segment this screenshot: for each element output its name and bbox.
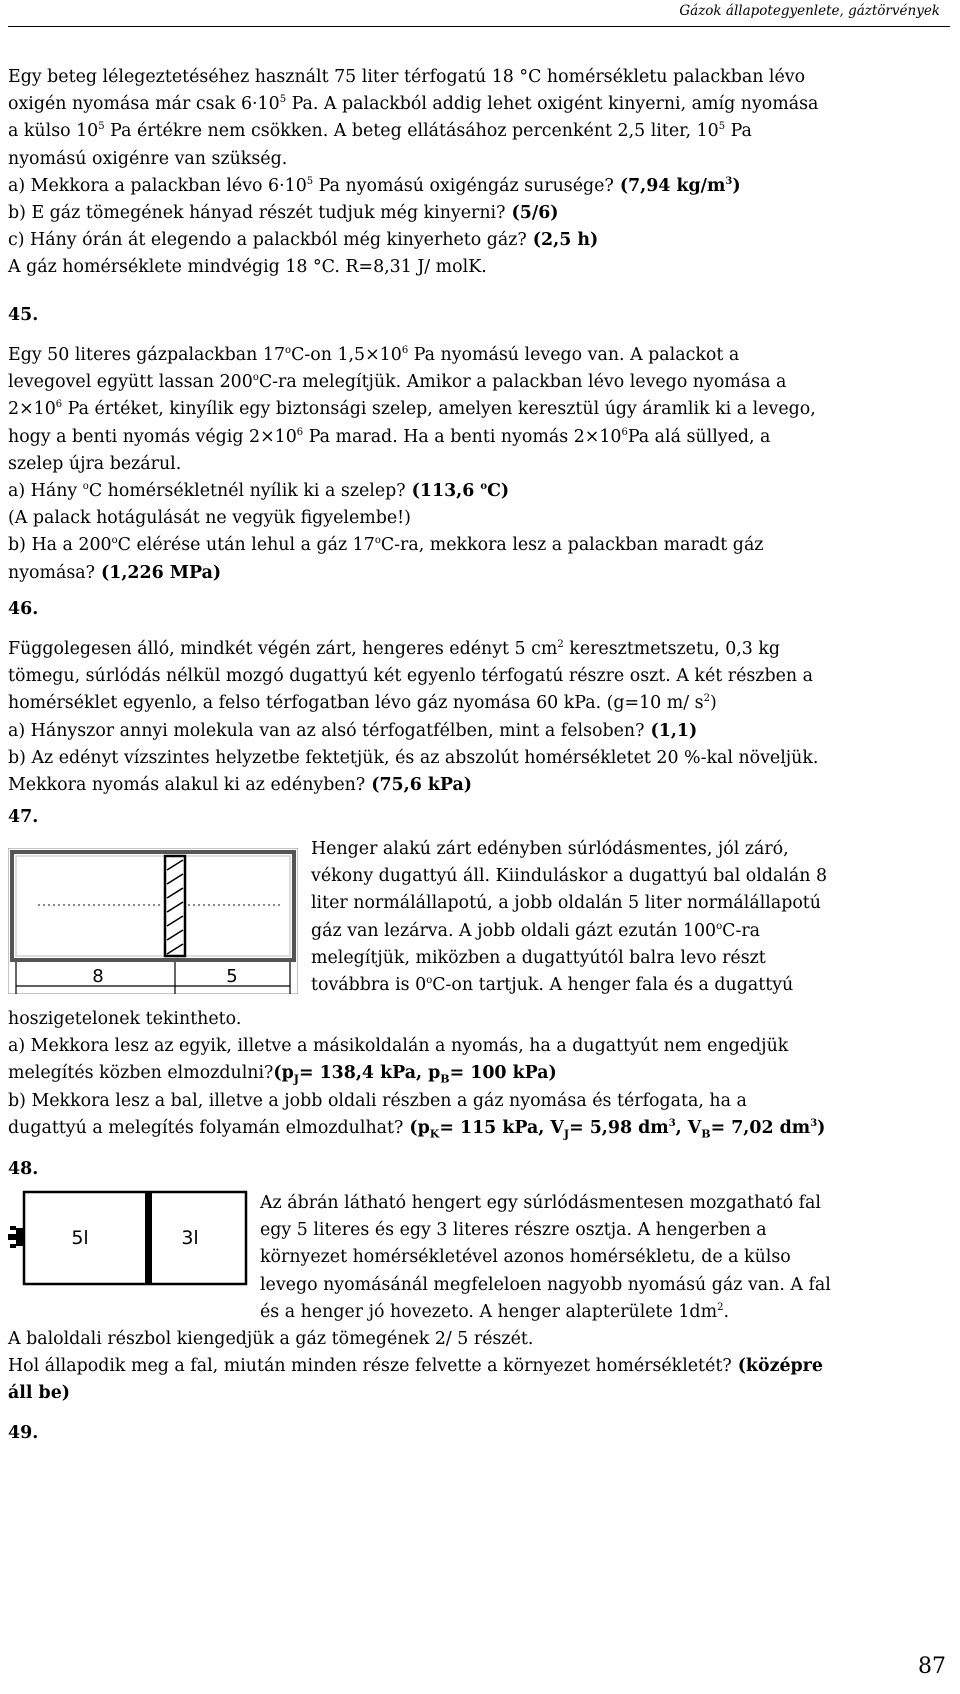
figure-frame — [8, 848, 298, 994]
problem-46-question-b: b) Az edényt vízszintes helyzetbe fektetjük, és az abszolút homérsékletet 20 %-kal növeljük. — [8, 747, 819, 768]
problem-number: 46. — [8, 599, 39, 619]
problem-46-line-2: tömegu, súrlódás nélkül mozgó dugattyú két egyenlo térfogatú részre oszt. A két részben a — [8, 666, 813, 687]
left-volume-label: 8 — [92, 966, 104, 987]
problem-44-question-a: a) Mekkora a palackban lévo $6\cdot 10^5$ Pa nyomású oxigéngáz surusége? (7,94 $kg/m^3$) — [8, 175, 741, 196]
problem-46-question-a: a) Hányszor annyi molekula van az alsó térfogatfélben, mint a felsoben? (1,1) — [8, 720, 698, 741]
piston — [165, 856, 185, 956]
movable-wall — [145, 1192, 152, 1284]
problem-44-note: A gáz homérséklete mindvégig 18 °C. R=8,31 J/ molK. — [8, 257, 487, 278]
problem-number: 49. — [8, 1423, 39, 1443]
problem-45-line-4: hogy a benti nyomás végig $2\times 10^6$ Pa marad. Ha a benti nyomás $2\times 10^6Pa$ alá süllyed, a — [8, 426, 771, 447]
problem-44-question-b: b) E gáz tömegének hányad részét tudjuk még kinyerni? (5/6) — [8, 203, 559, 224]
problem-48-question: Hol állapodik meg a fal, miután minden része felvette a környezet homérsékletét? (középre — [8, 1356, 823, 1377]
problem-45-question-a: a) Hány $^o$C homérsékletnél nyílik ki a szelep? (113,6 $^o$C) — [8, 481, 510, 502]
problem-46-block — [8, 636, 918, 799]
problem-44-block — [8, 64, 918, 282]
page-number: 87 — [918, 1654, 946, 1679]
problem-45-line-5: szelep újra bezárul. — [8, 453, 182, 474]
problem-45-line-2: levegovel együtt lassan 200$^o$C-ra melegítjük. Amikor a palackban lévo levego nyomása a — [8, 372, 787, 393]
valve-icon — [8, 1226, 24, 1248]
header-rule — [8, 26, 950, 27]
problem-45-block — [8, 342, 918, 587]
answer: (113,6 $^o$C) — [405, 481, 510, 502]
answer: (5/6) — [505, 203, 559, 224]
answer: (7,94 $kg/m^3$) — [613, 175, 741, 196]
problem-44-line-3: a külso $10^5$ Pa értékre nem csökken. A beteg ellátásához percenként 2,5 liter, $10^5$ Pa — [8, 121, 752, 142]
problem-45-line-3: $2\times 10^6$ Pa értéket, kinyílik egy biztonsági szelep, amelyen keresztül úgy áramlik ki a levego, — [8, 399, 816, 420]
problem-47-question-a: a) Mekkora lesz az egyik, illetve a másikoldalán a nyomás, ha a dugattyút nem engedjük — [8, 1036, 789, 1057]
problem-45-question-b-cont: nyomása? (1,226 MPa) — [8, 562, 222, 583]
left-volume-label: 5l — [71, 1227, 89, 1249]
problem-number: 48. — [8, 1159, 39, 1179]
problem-44-line-1: Egy beteg lélegeztetéséhez használt 75 liter térfogatú 18 °C homérsékletu palackban lévo — [8, 67, 806, 87]
problem-47-side-text: Henger alakú zárt edényben súrlódásmentes, jól záró, vékony dugattyú áll. Kiinduláskor a dugattyú bal oldalán 8 liter normálállapotú, a jobb oldalán 5 liter normálállapotú gáz van lezárva. A jobb oldali gázt ezután 100$^o$C-ra melegítjük, miközben a dugattyútól balra levo részt továbbra is 0$^o$C-on tartjuk. A henger fala és a dugattyú — [311, 839, 828, 996]
answer: (1,1) — [644, 720, 698, 741]
problem-48-block: A baloldali részbol kiengedjük a gáz tömegének 2/ 5 részét. Hol állapodik meg a fal, miután minden része felvette a környezet homérsékletét? (középre áll be) — [8, 1326, 918, 1408]
problem-46-question-b-cont: Mekkora nyomás alakul ki az edényben? (75,6 kPa) — [8, 775, 473, 796]
running-header: Gázok állapotegyenlete, gáztörvények — [679, 3, 940, 19]
problem-45-question-b: b) Ha a 200$^o$C elérése után lehul a gáz 17$^o$C-ra, mekkora lesz a palackban maradt gáz — [8, 535, 764, 556]
problem-44-line-2: oxigén nyomása már csak $6\cdot 10^5$ Pa. A palackból addig lehet oxigént kinyerni, amíg nyomása — [8, 94, 819, 115]
answer: áll be) — [8, 1383, 70, 1404]
problem-47-question-b-cont: dugattyú a melegítés folyamán elmozdulhat? ($p_K= 115$ kPa, $V_J= 5,98$ $dm^3$, $V_B= 7,02$ $dm^3$) — [8, 1117, 826, 1141]
answer: (2,5 h) — [526, 230, 599, 251]
answer: (1,226 MPa) — [94, 562, 222, 583]
answer: ($p_J= 138,4$ kPa, $p_B= 100$ kPa) — [273, 1063, 557, 1086]
answer: (középre — [731, 1356, 823, 1377]
problem-number: 47. — [8, 807, 39, 827]
cylinder-outline — [24, 1192, 246, 1284]
answer: (75,6 kPa) — [365, 775, 473, 796]
problem-48-side-text: Az ábrán látható hengert egy súrlódásmentesen mozgatható fal egy 5 literes és egy 3 literes részre osztja. A hengerben a környezet homérsékletével azonos homérsékletu, de a külso levego nyomásánál megfeleloen nagyobb nyomású gáz van. A fal és a henger jó hovezeto. A henger alapterülete $1dm^2$. — [260, 1193, 831, 1322]
problem-47-question-b: b) Mekkora lesz a bal, illetve a jobb oldali részben a gáz nyomása és térfogata, ha a — [8, 1090, 747, 1111]
piston-cylinder-figure — [8, 848, 298, 994]
problem-45-line-1: Egy 50 literes gázpalackban 17$^o$C-on $1,5\times 10^6$ Pa nyomású levego van. A palackot a — [8, 345, 740, 365]
divided-cylinder-figure — [8, 1188, 248, 1288]
right-volume-label: 3l — [181, 1227, 199, 1249]
problem-45-note: (A palack hotágulását ne vegyük figyelembe!) — [8, 508, 411, 529]
problem-47-question-a-cont: melegítés közben $elmozdulni?(p_J= 138,4$ kPa, $p_B= 100$ kPa) — [8, 1063, 557, 1086]
problem-number: 45. — [8, 305, 39, 325]
answer: ($p_K= 115$ kPa, $V_J= 5,98$ $dm^3$, $V_B= 7,02$ $dm^3$) — [403, 1117, 826, 1141]
problem-44-line-4: nyomású oxigénre van szükség. — [8, 148, 288, 169]
problem-46-line-3: homérséklet egyenlo, a felso térfogatban lévo gáz nyomása 60 kPa. (g=10 m/ $s^2$) — [8, 693, 717, 714]
problem-47-block: hoszigetelonek tekintheto. a) Mekkora lesz az egyik, illetve a másikoldalán a nyomás, ha a dugattyút nem engedjük melegítés közben $elmozdulni?(p_J= 138,4$ kPa, $p_B= 100$ kPa) b) Mekkora lesz a bal, illetve a jobb oldali részben a gáz nyomása és térfogata, ha a dugattyú a melegítés folyamán elmozdulhat? ($p_K= 115$ kPa, $V_J= 5,98$ $dm^3$, $V_B= 7,02$ $dm^3$) — [8, 1006, 918, 1142]
problem-46-line-1: Függolegesen álló, mindkét végén zárt, hengeres edényt 5 $cm^2$ keresztmetszetu, 0,3 kg — [8, 639, 781, 659]
right-volume-label: 5 — [226, 966, 238, 987]
problem-44-question-c: c) Hány órán át elegendo a palackból még kinyerheto gáz? (2,5 h) — [8, 230, 599, 251]
